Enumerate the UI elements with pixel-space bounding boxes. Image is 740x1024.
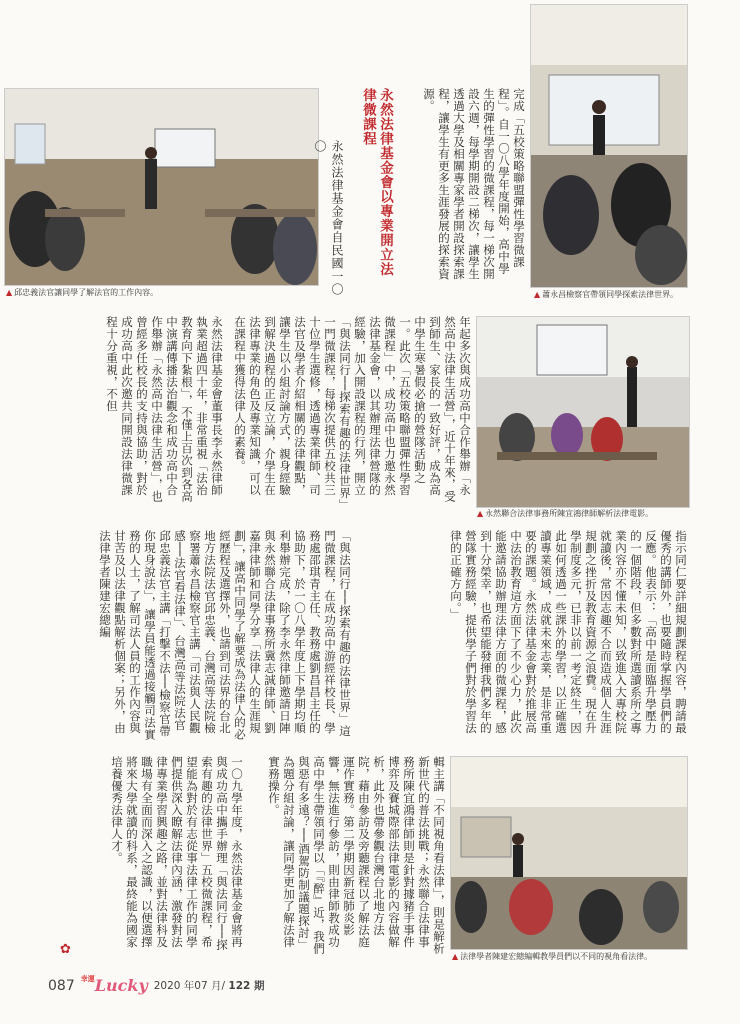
photo-caption-top-right: ▲ 蕭永昌檢察官帶領同學探索法律世界。 [534, 290, 679, 299]
photo-caption-bottom: ▲ 法律學者陳建宏總編輯教學員們以不同的視角看法律。 [452, 952, 653, 961]
article-title: 永然法律基金會以專業開立法律微課程 [360, 88, 393, 277]
page-number: 087 [48, 977, 75, 994]
photo-caption-top-left: ▲ 邱忠義法官讓同學了解法官的工作內容。 [6, 288, 159, 297]
article-column-bottom-2: 一〇九學年度，永然法律基金會將再與成功高中攜手辦理「與法同行──探索有趣的法律世界」五校微課程，希望能為對於有志從事法律工作的同學們提供深入瞭解法律內涵，激發對法律專業學習興趣之路，並對法律科及職場有全面而深入之認識，以便選擇將來大學就讀的科系，最終能為國家培養優秀法律人才。 [110, 756, 244, 951]
photo-caption-middle: ▲ 永然聯合法律事務所陳宜鴻律師解析法律電影。 [477, 509, 654, 518]
photo-lawyer-film [476, 316, 690, 508]
article-byline: 永然法律基金會自民國一〇〇 [313, 140, 344, 296]
article-column-bottom-1: 輯主講「不同視角看法律」，則是解析新世代的普法挑戰；永然聯合法律事務所陳宜鴻律師則是針對據豬手事件博弈及賽城際部法律電影的內容做解析，此外也帶參觀台灣台北地方法院，藉由參訪及旁聽課程以了解法庭運作實務。第二學期因新冠肺炎影響，無法進行參訪，則由律師教成功高中學生帶領同學以「『醉』近，我們與惡有多遠？──酒駕防制議題探討」為題分組討論，讓同學更加了解法律實務操作。 [267, 756, 446, 955]
end-mark-icon: ✿ [60, 942, 71, 957]
article-column-mid-1: 指示同仁要詳細規劃課程內容，聘請最優秀的講師外，也要隨時掌握學員們的反應。他表示：「高中是面臨升學壓力的一個階段，但多數對所選讀系所之專業內容亦不懂未知，以致進入大專校院就讀後，常因志趣不合而造成個人生涯規劃之挫折及教育資源之浪費。現在升學制度多元，已非以前一考定終生，因此如何透過一些課外的學習，以正確選讀專業領域，成就未來志業，是非常重要的課題。永然法律基金會對於推展高中法治教育這方面下了不少心力，此次能邀請協助辦理法律方面的微課程，感到十分榮幸，也希望能發揮我們多年的營隊實務經驗，提供學子們對於學習法律的正確方向。」 [449, 530, 688, 734]
article-column-mid-2: 「與法同行──探索有趣的法律世界」這門微課程，在成功高中游經祥校長、學務處邵琪青主任、教務處劉昌昌主任的協助下，於一〇八學年度上下學期均順利舉辦完成，除了李永然律師邀請日陣與永然聯合法律事務所冀志誠律師、劉嘉津律師和同學分享「法律人的生涯規劃」，讓高中同學了解要成為法律人的必經歷程及選擇外，也請到司法界的台北地方法院法官邱忠義、台灣高等法院檢察署蕭永昌檢察官主講「司法與人民觀感──法官看法律」、台灣高等法院法官邱忠義法官主講「打擊不法──檢察官帶你現身說法」，讓學員能透過接觸司法實務的人士，了解司法人員的工作內容與甘苦及以法律觀點解析個案；另外，由法律學者陳建宏總編 [98, 530, 352, 741]
article-column-left-mid: 永然法律基金會董事長李永然律師執業超過四十年，非常重視「法治教育向下紮根」，不僅上百次到各高中演講傳播法治觀念和成功高中合作舉辦「永然高中法律生活營」，也曾經多任校長的支持與協助，對於成功高中此次邀共同開設法律微課程十分重視，不但 [105, 316, 224, 503]
article-column-top-right: 完成「五校策略聯盟彈性學習微課程」。自一〇八學年度開始，高中學生的彈性學習的微課程，每一梯次開設六週，每學期開設二梯次，讓學生透過大學及相關專家學者開設探索課程，讓學生有更多生涯發展的探索資源。 [422, 88, 526, 280]
photo-prosecutor [530, 4, 688, 288]
magazine-logo: 幸運Lucky [80, 974, 148, 995]
photo-classroom-judge [4, 88, 319, 286]
photo-scholar-lecture [450, 756, 688, 950]
issue-date: 2020 年07 月/ 122 期 [153, 980, 265, 992]
article-column-left-top: 年起多次與成功高中合作舉辦「永然高中法律生活營」，近十年來，受到師生、家長的一致好評，成為高中學生寒暑假必搶的營隊活動之一。此次「五校策略聯盟彈性學習微課程」中，成功高中也力邀永然法律基金會，以其辦理法律營隊的經驗，加入開設課程的行列，開立「與法同行──探索有趣的法律世界」一門微課程，每梯次提供五校共三十位學生選修，透過專業律師、司法官及學者介紹相關的法律觀點，讓學生以小組討論方式，親身經驗到解決過程的正反立論，介學生在法律專業的角色及專業知識，可以在課程中獲得法律人的素養。 [233, 316, 472, 506]
page-footer [48, 976, 264, 995]
